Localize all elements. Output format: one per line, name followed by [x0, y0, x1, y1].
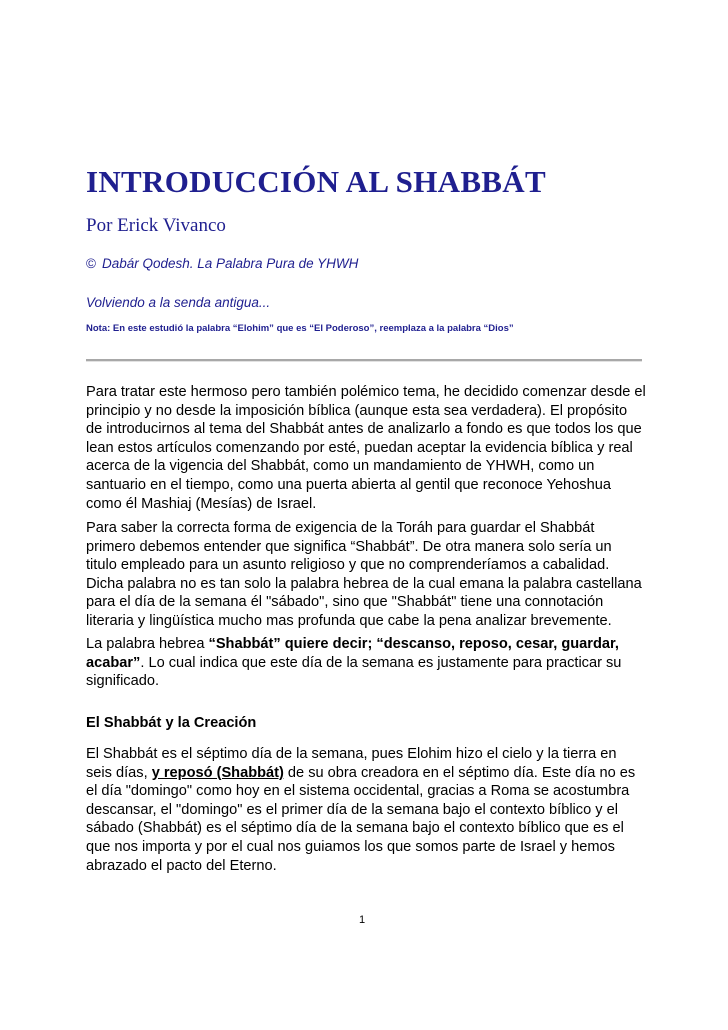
horizontal-divider [86, 359, 642, 362]
section-heading: El Shabbát y la Creación [86, 715, 257, 731]
paragraph-intro: Para tratar este hermoso pero también polémico tema, he decidido comenzar desde el principio y no desde la imposición bíblica (aunque esta sea verdadera). El propósito de introducirnos al tema del Shabbát antes de analizarlo a fondo es que todos los que lean estos artículos comenzando por esté, puedan aceptar la evidencia bíblica y real acerca de la vigencia del Shabbát, como un mandamiento de YHWH, como un santuario en el tiempo, como una puerta abierta al gentil que reconoce Yehoshua como él Mashiaj (Mesías) de Israel. [86, 384, 646, 512]
definition-text-end: . Lo cual indica que este día de la semana es justamente para practicar su significado. [86, 654, 622, 690]
creation-bold-underlined: y reposó (Shabbát) [151, 764, 284, 781]
definition-text-start: La palabra hebrea [86, 636, 209, 652]
creation-text-start: El Shabbát es el séptimo día de la semana, pues Elohim hizo el cielo y la tierra en seis días, [86, 746, 617, 781]
page-number: 1 [359, 914, 366, 926]
paragraph-definition [86, 635, 646, 691]
copyright-icon: © [86, 256, 96, 271]
definition-bold: “Shabbát” quiere decir; “descanso, reposo, cesar, guardar, acabar” [86, 636, 619, 671]
copyright-text: Dabár Qodesh. La Palabra Pura de YHWH [101, 256, 359, 271]
copyright-line [86, 256, 358, 271]
paragraph-creation [86, 745, 646, 875]
author-line: Por Erick Vivanco [86, 215, 226, 236]
paragraph-meaning: Para saber la correcta forma de exigencia de la Toráh para guardar el Shabbát primero debemos entender que significa “Shabbát”. De otra manera solo sería un titulo empleado para un asunto religioso y que no comprenderíamos a cabalidad. Dicha palabra no es tan solo la palabra hebrea de la cual emana la palabra castellana para el día de la semana él "sábado", sino que "Shabbát" tiene una connotación literaria y lingüística mucho mas profunda que cabe la pena analizar brevemente. [86, 520, 642, 629]
creation-text-end: de su obra creadora en el séptimo día. Este día no es el día "domingo" como hoy en el sistema occidental, gracias a Roma se acostumbra descansar, el "domingo" es el primer día de la semana bajo el contexto bíblico y el sábado (Shabbát) es el séptimo día de la semana bajo el contexto bíblico que es el que nos importa y por el cual nos guiamos los que somos parte de Israel y hemos abrazado el pacto del Eterno. [86, 764, 636, 874]
document-title: INTRODUCCIÓN AL SHABBÁT [86, 164, 546, 199]
note: Nota: En este estudió la palabra “Elohim” que es “El Poderoso”, reemplaza a la palabra “Dios” [86, 323, 514, 334]
subtitle: Volviendo a la senda antigua... [86, 295, 271, 310]
